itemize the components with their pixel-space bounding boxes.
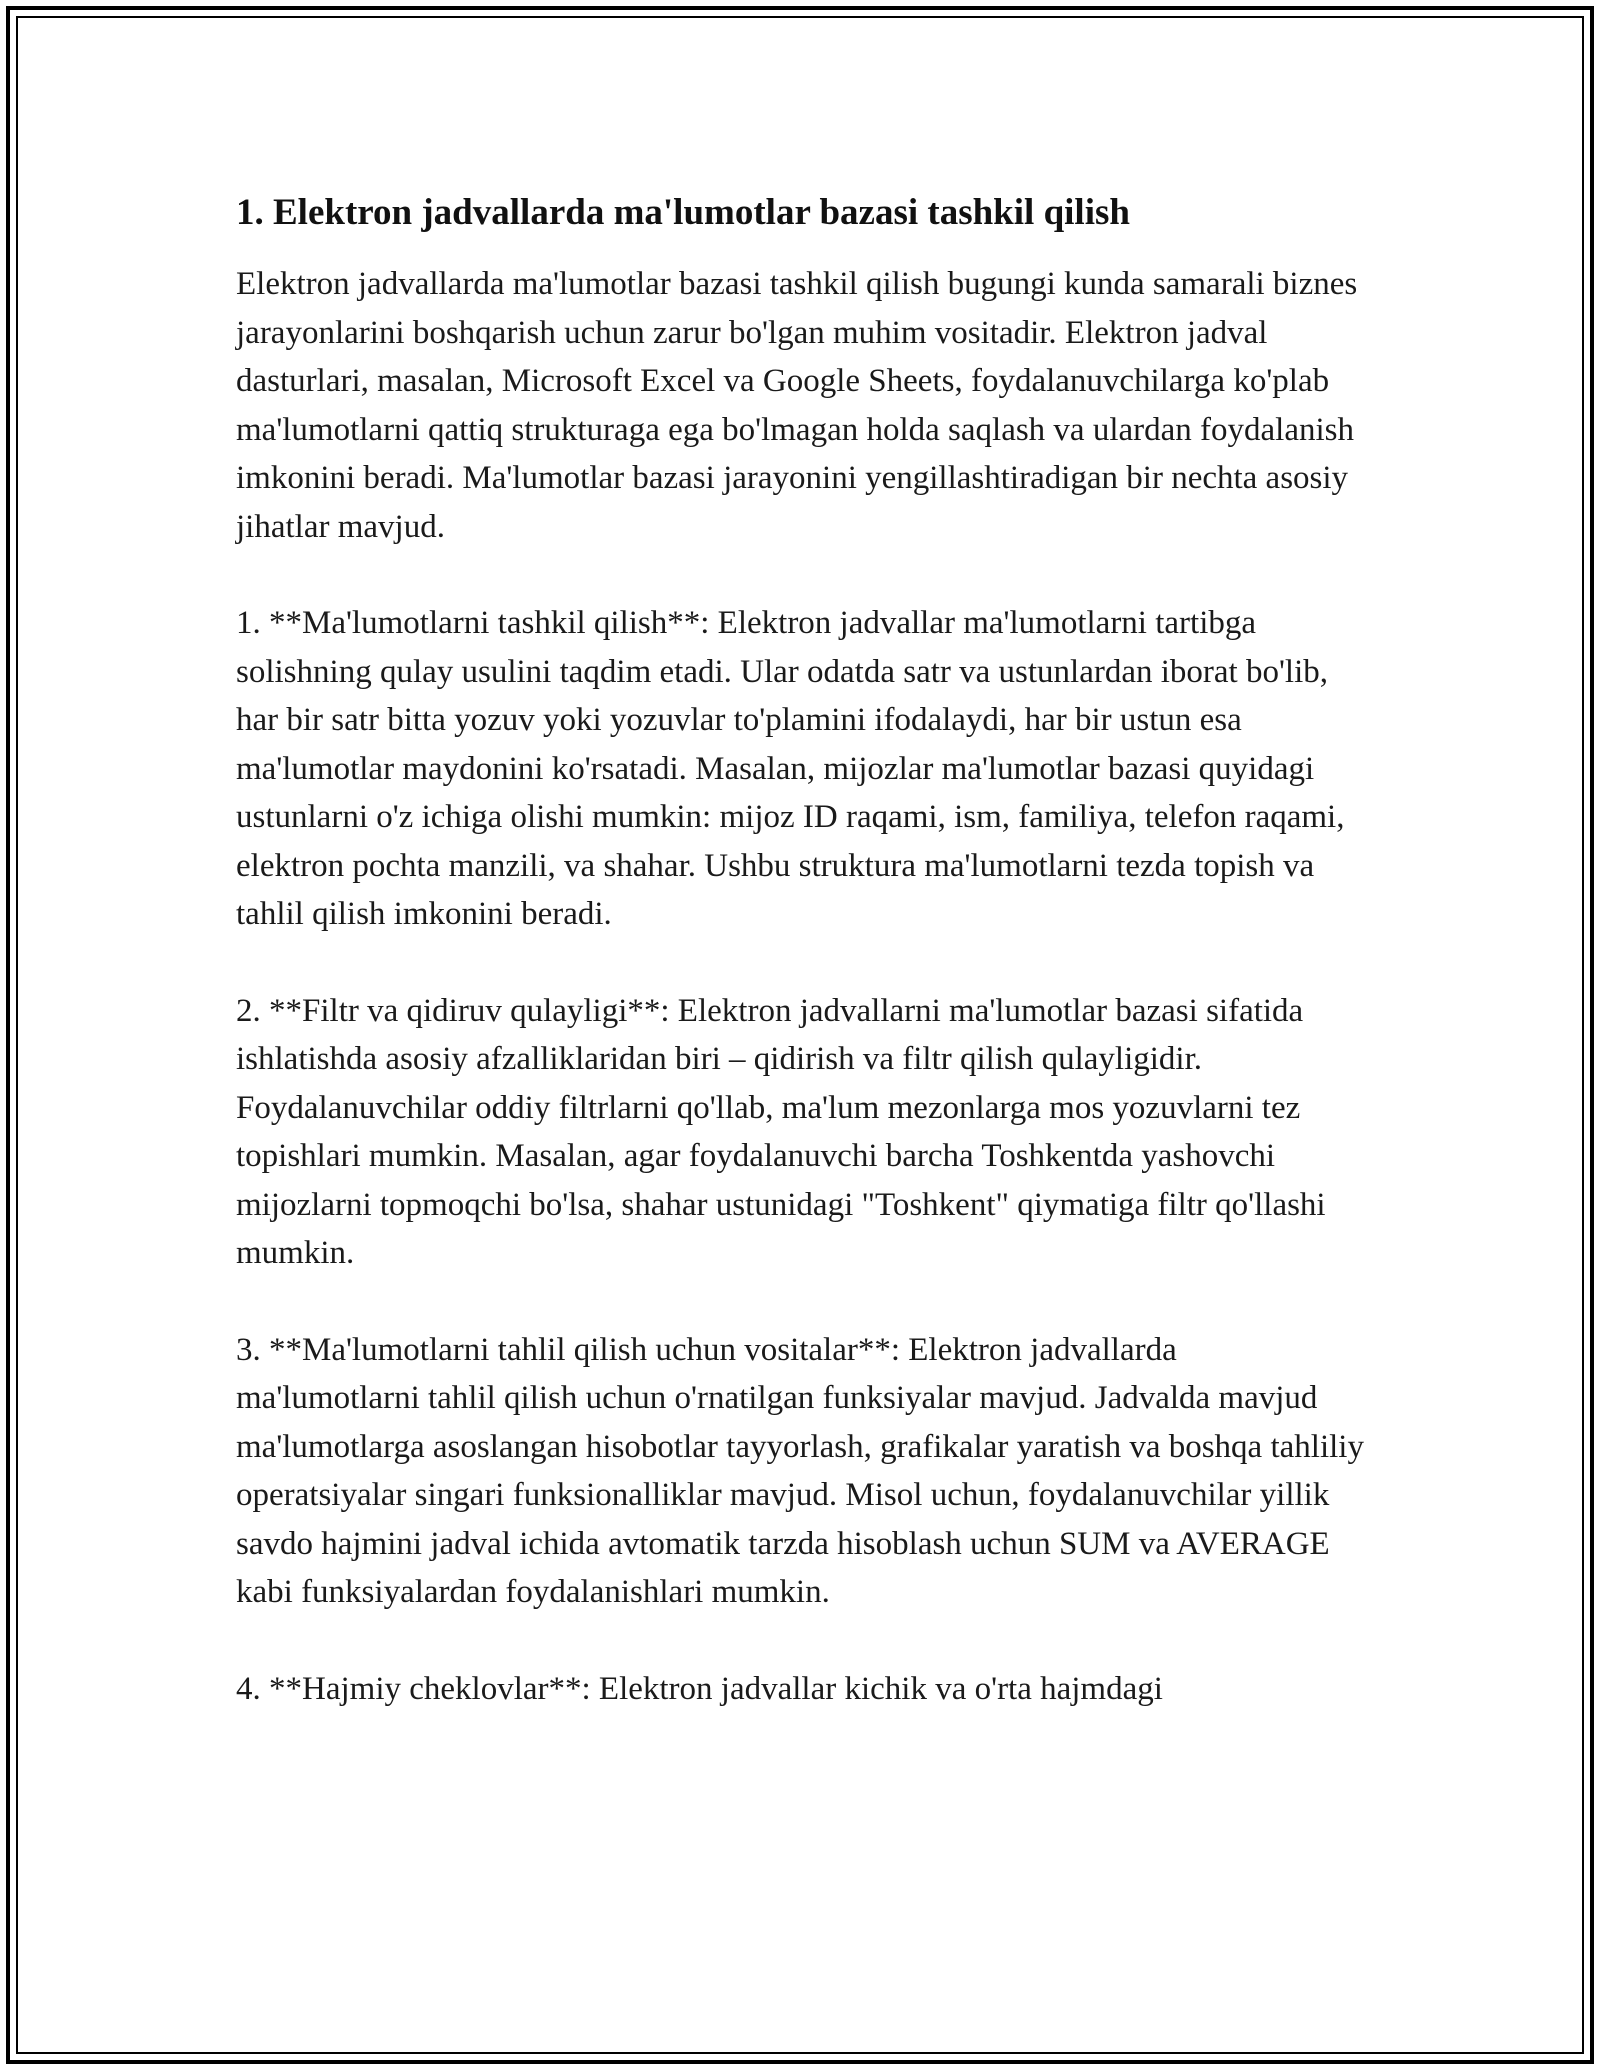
section-3-paragraph: 3. **Ma'lumotlarni tahlil qilish uchun vositalar**: Elektron jadvallarda ma'lumotlarni tahlil qilish uchun o'rnatilgan funksiyalar mavjud. Jadvalda mavjud ma'lumotlarga asoslangan hisobotlar tayyorlash, grafikalar yaratish va boshqa tahliliy operatsiyalar singari funksionalliklar mavjud. Misol uchun, foydalanuvchilar yillik savdo hajmini jadval ichida avtomatik tarzda hisoblash uchun SUM va AVERAGE kabi funksiyalardan foydalanishlari mumkin. (236, 1331, 1364, 1610)
intro-paragraph: Elektron jadvallarda ma'lumotlar bazasi tashkil qilish bugungi kunda samarali biznes jarayonlarini boshqarish uchun zarur bo'lgan muhim vositadir. Elektron jadval dasturlari, masalan, Microsoft Excel va Google Sheets, foydalanuvchilarga ko'plab ma'lumotlarni qattiq strukturaga ega bo'lmagan holda saqlash va ulardan foydalanish imkonini beradi. Ma'lumotlar bazasi jarayonini yengillashtiradigan bir nechta asosiy jihatlar mavjud. (236, 266, 1358, 545)
document-body (236, 183, 1366, 1761)
section-2-paragraph: 2. **Filtr va qidiruv qulayligi**: Elektron jadvallarni ma'lumotlar bazasi sifatida ishlatishda asosiy afzalliklaridan biri – qidirish va filtr qilish qulayligidir. Foydalanuvchilar oddiy filtrlarni qo'llab, ma'lum mezonlarga mos yozuvlarni tez topishlari mumkin. Masalan, agar foydalanuvchi barcha Toshkentda yashovchi mijozlarni topmoqchi bo'lsa, shahar ustunidagi "Toshkent" qiymatiga filtr qo'llashi mumkin. (236, 992, 1326, 1271)
section-1-paragraph: 1. **Ma'lumotlarni tashkil qilish**: Elektron jadvallar ma'lumotlarni tartibga solishning qulay usulini taqdim etadi. Ular odatda satr va ustunlardan iborat bo'lib, har bir satr bitta yozuv yoki yozuvlar to'plamini ifodalaydi, har bir ustun esa ma'lumotlar maydonini ko'rsatadi. Masalan, mijozlar ma'lumotlar bazasi quyidagi ustunlarni o'z ichiga olishi mumkin: mijoz ID raqami, ism, familiya, telefon raqami, elektron pochta manzili, va shahar. Ushbu struktura ma'lumotlarni tezda topish va tahlil qilish imkonini beradi. (236, 605, 1345, 932)
section-4-paragraph: 4. **Hajmiy cheklovlar**: Elektron jadvallar kichik va o'rta hajmdagi (236, 1670, 1163, 1707)
document-title: 1. Elektron jadvallarda ma'lumotlar bazasi tashkil qilish (236, 192, 1130, 233)
